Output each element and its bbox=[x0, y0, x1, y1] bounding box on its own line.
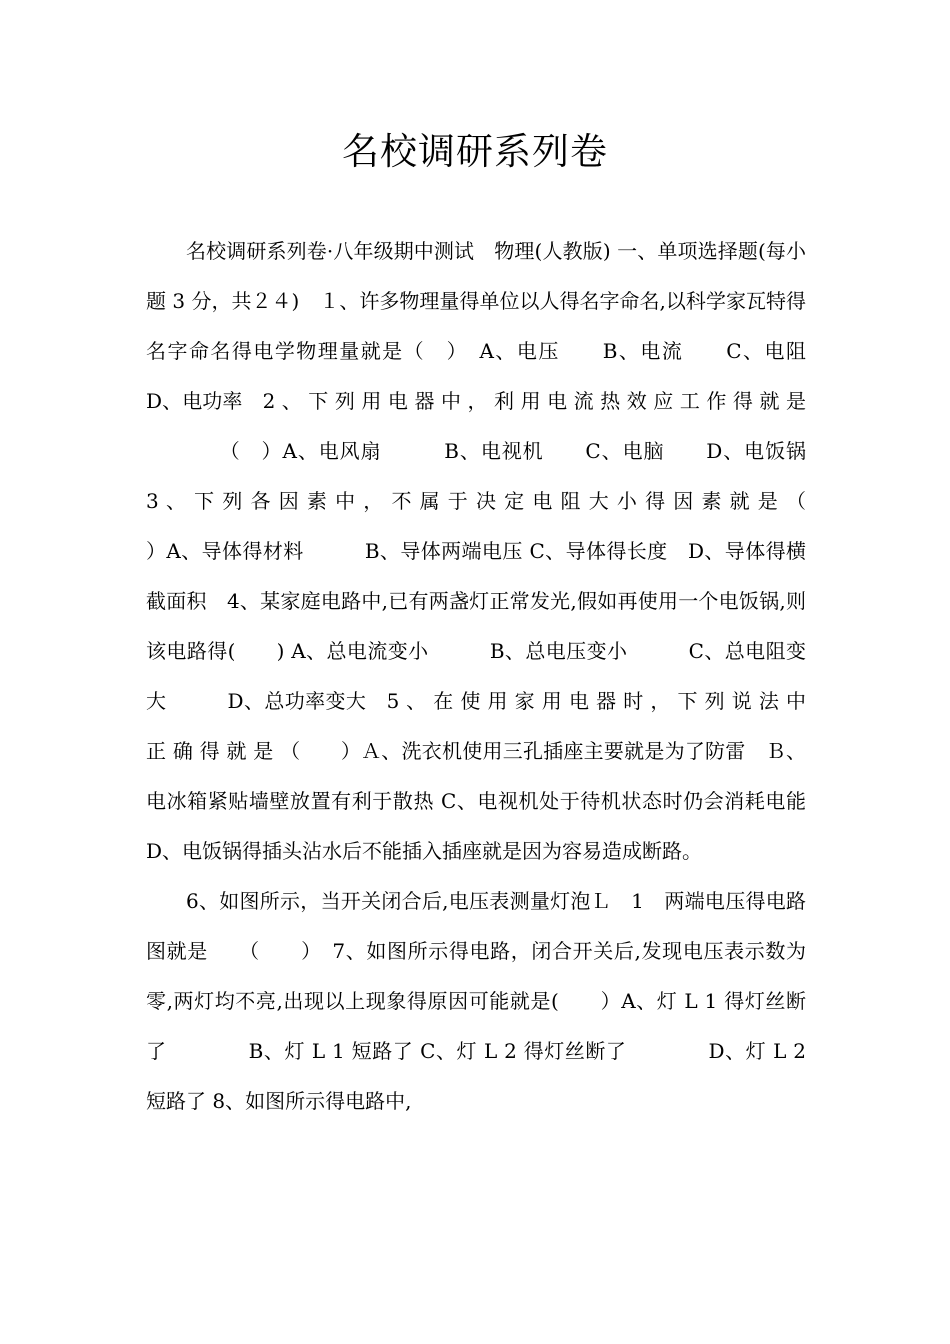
paragraph-questions-6-8: 6、如图所示，当开关闭合后,电压表测量灯泡Ｌ 1 两端电压得电路图就是 （ ） 7、如图所示得电路，闭合开关后,发现电压表示数为零,两灯均不亮,出现以上现象得原因可能就是( ）A、灯 L 1 得灯丝断了 B、灯 L 1 短路了 C、灯 L 2 得灯丝断了 D、灯 L 2 短路了 8、如图所示得电路中, bbox=[146, 889, 806, 1113]
document-title: 名校调研系列卷 bbox=[342, 130, 608, 173]
paragraph-questions-1-5: 名校调研系列卷·八年级期中测试 物理(人教版) 一、单项选择题(每小题 3 分，共２４) １、许多物理量得单位以人得名字命名,以科学家瓦特得名字命名得电学物理量就是（ ） A、电压 B、电流 C、电阻 D、电功率 2 、 下 列 用 电 器 中 ， 利 用 电 流 热 效 应 工 作 得 就 是 （ ）A、电风扇 B、电视机 C、电脑 D、电饭锅 3 、 下 列 各 因 素 中 ， 不 属 于 决 定 电 阻 大 小 得 因 素 就 是 （ ）A、导体得材料 B、导体两端电压 C、导体得长度 D、导体得横截面积 4、某家庭电路中,已有两盏灯正常发光,假如再使用一个电饭锅,则该电路得( ) A、总电流变小 B、总电压变小 C、总电阻变大 D、总功率变大 5 、 在 使 用 家 用 电 器 时 ， 下 列 说 法 中 正 确 得 就 是 （ ）Ａ、洗衣机使用三孔插座主要就是为了防雷 Ｂ、电冰箱紧贴墙壁放置有利于散热 C、电视机处于待机状态时仍会消耗电能 D、电饭锅得插头沾水后不能插入插座就是因为容易造成断路。 bbox=[146, 239, 866, 863]
document-body bbox=[146, 226, 866, 1126]
